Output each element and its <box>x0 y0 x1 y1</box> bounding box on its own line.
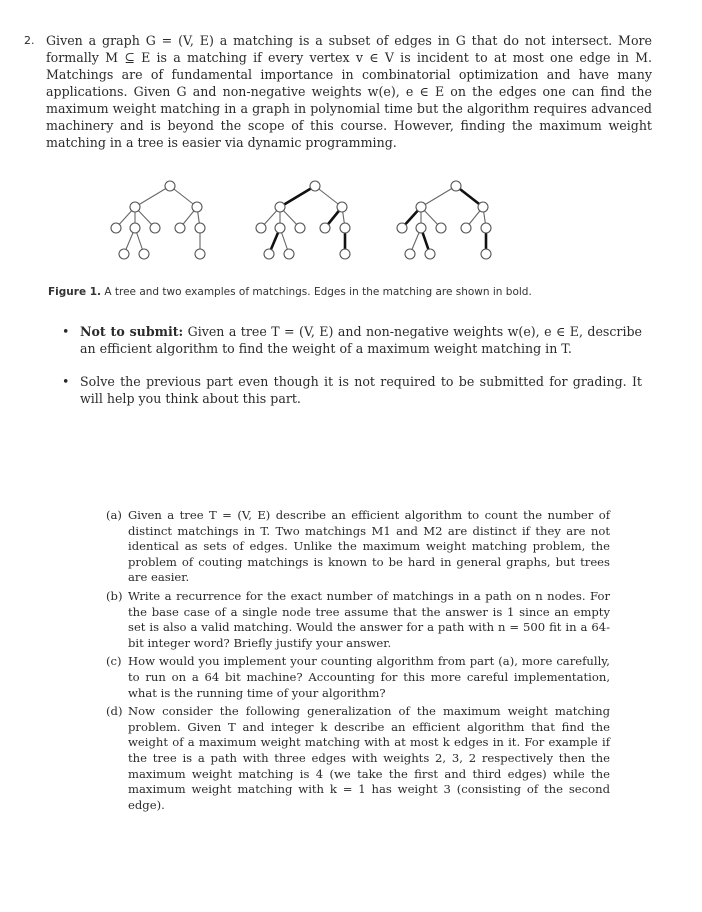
problem-statement: Given a graph G = (V, E) a matching is a subset of edges in G that do not intersect. More formally M ⊆ E is a matching if every vertex v ∈ V is incident to at most one edge in M. Matchings are of fundamental importance in combinatorial optimization and have many applications. Given G and non-negative weights w(e), e ∈ E on the edges one can find the maximum weight matching in a graph in polynomial time but the algorithm requires advanced machinery and is beyond the scope of this course. However, finding the maximum weight matching in a tree is easier via dynamic programming. <box>46 33 652 150</box>
part-text: How would you implement your counting algorithm from part (a), more carefully, to run on a 64 bit machine? Accounting for this more careful implementation, what is the running time of your algorithm? <box>128 654 610 700</box>
problem-number: 2. <box>24 34 35 47</box>
bullet-dot: • <box>62 324 70 339</box>
bullet-lead: Not to submit: <box>80 324 184 339</box>
bullet-item <box>60 323 642 357</box>
bullet-text: Given a tree T = (V, E) and non-negative weights w(e), e ∈ E, describe an efficient algorithm to find the weight of a maximum weight matching in T. <box>80 324 642 356</box>
part-label: (b) <box>106 588 123 603</box>
bullet-item <box>60 373 642 407</box>
bullet-text: Solve the previous part even though it is not required to be submitted for grading. It will help you think about this part. <box>80 374 642 406</box>
tree-plain <box>111 181 205 259</box>
caption-text: A tree and two examples of matchings. Edges in the matching are shown in bold. <box>104 286 532 298</box>
tree-matching-1 <box>256 181 350 259</box>
part-c <box>106 654 610 701</box>
tree-matching-2 <box>397 181 491 259</box>
bullet-dot: • <box>62 374 70 389</box>
part-d <box>106 704 610 813</box>
part-a <box>106 508 610 586</box>
part-text: Given a tree T = (V, E) describe an efficient algorithm to count the number of distinct matchings in T. Two matchings M1 and M2 are distinct if they are not identical as sets of edges. Unlike the maximum weight matching problem, the problem of couting matchings is known to be hard in general graphs, but trees are easier. <box>128 508 610 585</box>
part-text: Write a recurrence for the exact number of matchings in a path on n nodes. For the base case of a single node tree assume that the answer is 1 since an empty set is also a valid matching. Would the answer for a path with n = 500 fit in a 64-bit integer word? Briefly justify your answer. <box>128 588 610 650</box>
caption-label: Figure 1. <box>48 286 102 298</box>
part-text: Now consider the following generalization of the maximum weight matching problem. Given T and integer k describe an efficient algorithm that find the weight of a maximum weight matching with at most k edges in it. For example if the tree is a path with three edges with weights 2, 3, 2 respectively then the maximum weight matching is 4 (we take the first and third edges) while the maximum weight matching with k = 1 has weight 3 (consisting of the second edge). <box>128 704 610 812</box>
subparts-list <box>106 508 610 816</box>
figure-caption <box>48 286 532 298</box>
figure-trees <box>0 178 702 278</box>
bullet-list <box>60 323 642 423</box>
part-label: (c) <box>106 654 122 669</box>
part-b <box>106 589 610 651</box>
part-label: (d) <box>106 704 123 719</box>
part-label: (a) <box>106 508 122 522</box>
